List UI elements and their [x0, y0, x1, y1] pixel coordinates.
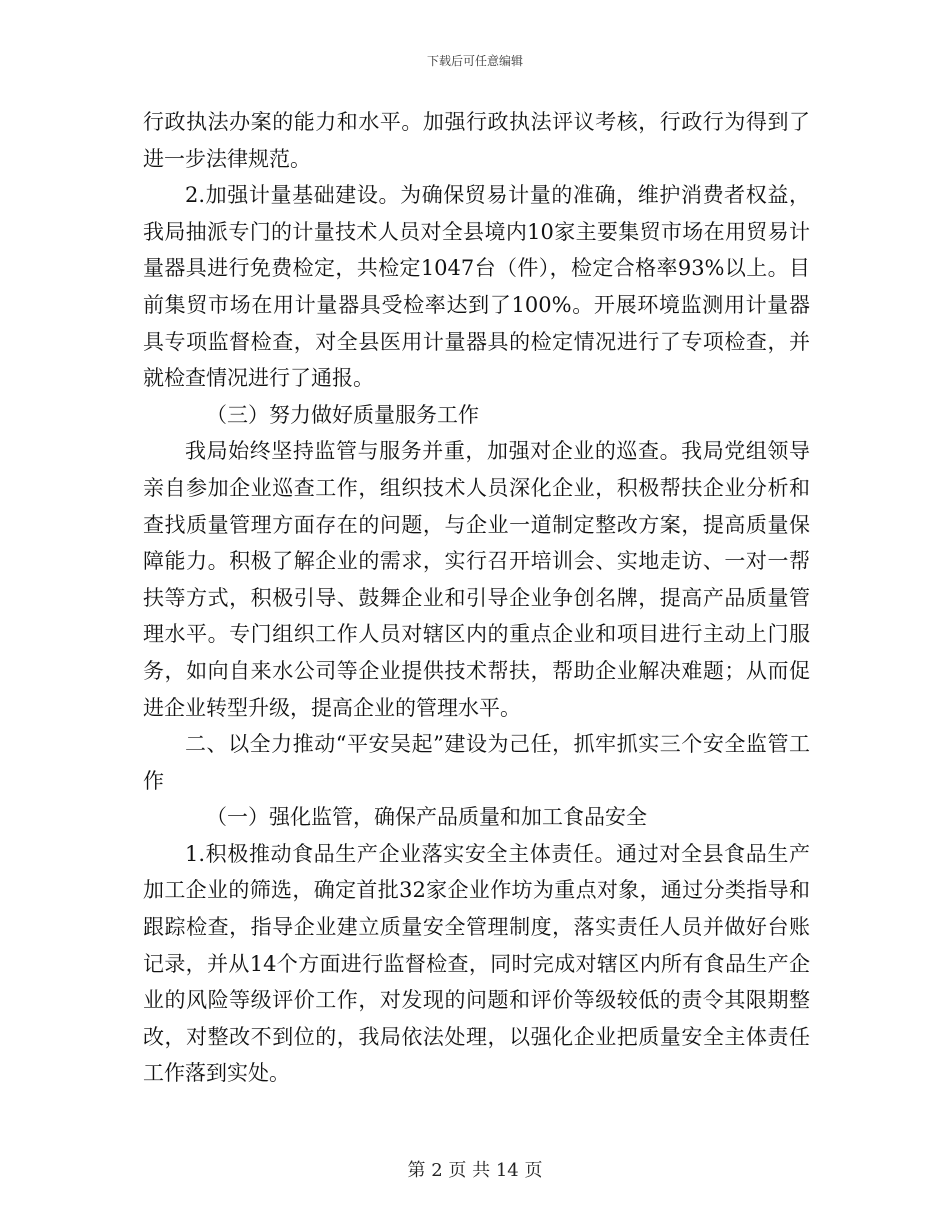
- section-heading-supervision: （一）强化监管，确保产品质量和加工食品安全: [206, 805, 647, 830]
- section-heading-safety: 二、以全力推动“平安吴起”建设为己任，抓牢抓实三个安全监管工作: [143, 732, 810, 793]
- document-body: [143, 104, 810, 1092]
- paragraph-continuation: 行政执法办案的能力和水平。加强行政执法评议考核，行政行为得到了进一步法律规范。: [143, 110, 810, 171]
- page-header: 下载后可任意编辑: [426, 54, 523, 68]
- page-footer: 第 2 页 共 14 页: [407, 1160, 543, 1181]
- paragraph-quality-service: 我局始终坚持监管与服务并重，加强对企业的巡查。我局党组领导亲自参加企业巡查工作，组织技术人员深化企业，积极帮扶企业分析和查找质量管理方面存在的问题，与企业一道制定整改方案，提高质量保障能力。积极了解企业的需求，实行召开培训会、实地走访、一对一帮扶等方式，积极引导、鼓舞企业和引导企业争创名牌，提高产品质量管理水平。专门组织工作人员对辖区内的重点企业和项目进行主动上门服务，如向自来水公司等企业提供技术帮扶，帮助企业解决难题；从而促进企业转型升级，提高企业的管理水平。: [143, 439, 810, 720]
- paragraph-food-safety: 1.积极推动食品生产企业落实安全主体责任。通过对全县食品生产加工企业的筛选，确定首批32家企业作坊为重点对象，通过分类指导和跟踪检查，指导企业建立质量安全管理制度，落实责任人员并做好台账记录，并从14个方面进行监督检查，同时完成对辖区内所有食品生产企业的风险等级评价工作，对发现的问题和评价等级较低的责令其限期整改，对整改不到位的，我局依法处理，以强化企业把质量安全主体责任工作落到实处。: [143, 841, 810, 1086]
- paragraph-metrology: 2.加强计量基础建设。为确保贸易计量的准确，维护消费者权益，我局抽派专门的计量技术人员对全县境内10家主要集贸市场在用贸易计量器具进行免费检定，共检定1047台（件），检定合格率93%以上。目前集贸市场在用计量器具受检率达到了100%。开展环境监测用计量器具专项监督检查，对全县医用计量器具的检定情况进行了专项检查，并就检查情况进行了通报。: [143, 183, 810, 391]
- section-heading-quality-service: （三）努力做好质量服务工作: [206, 402, 479, 427]
